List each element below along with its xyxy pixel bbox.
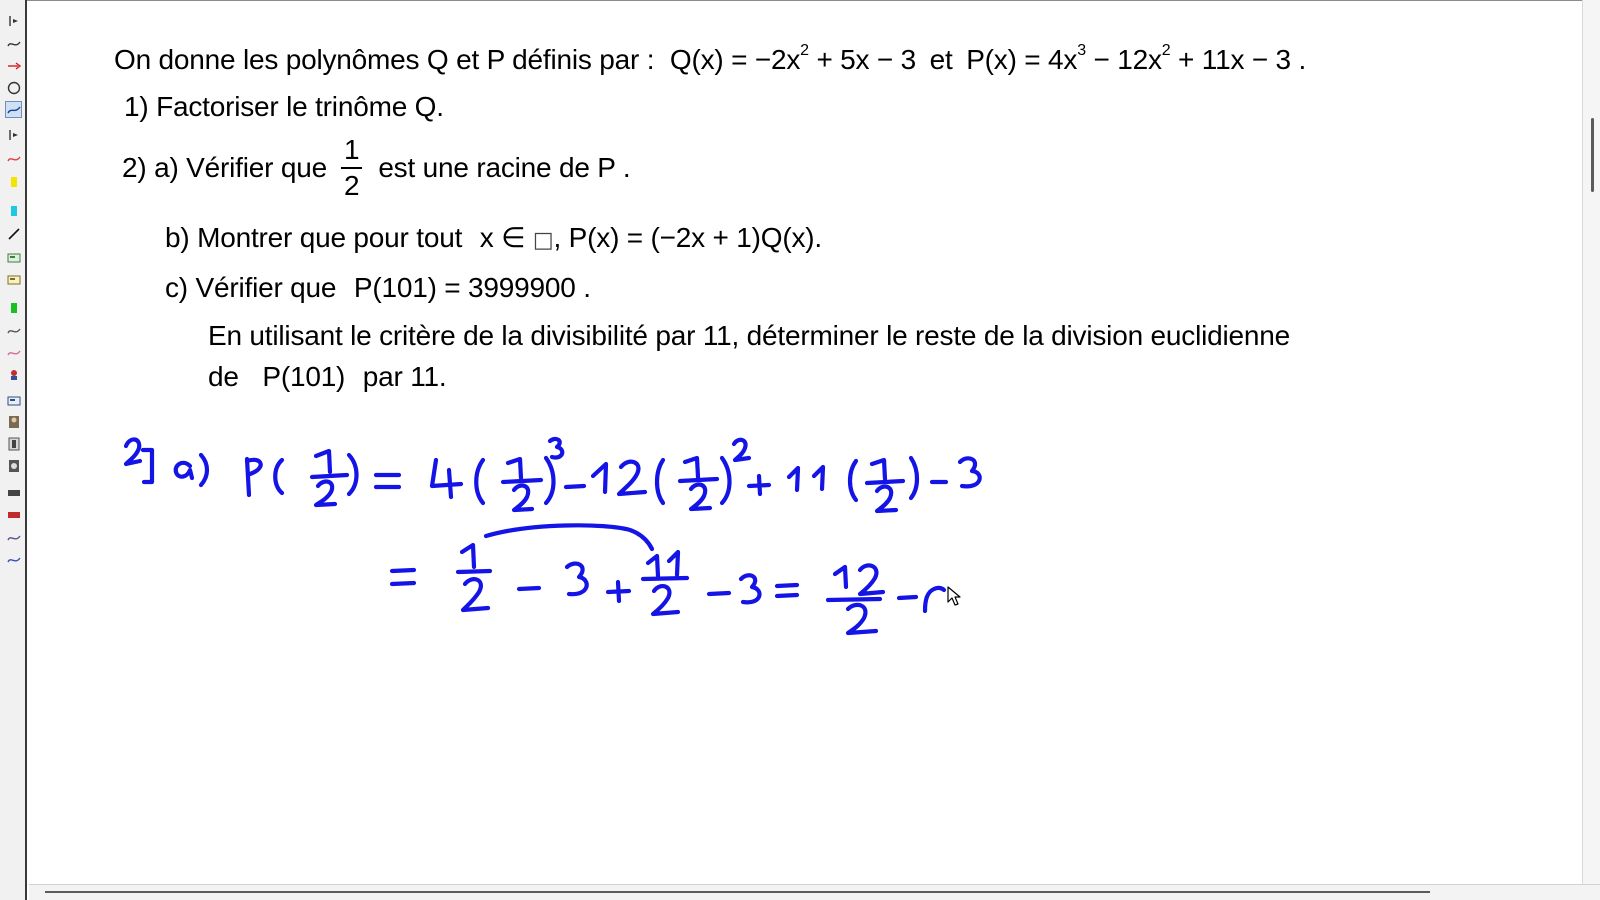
- question-2c-line-3: de P(101) par 11.: [208, 361, 447, 392]
- connector-text: et: [929, 44, 953, 75]
- mouse-cursor-icon: [947, 586, 963, 608]
- ink-grouping-arc: [486, 525, 652, 549]
- q2b-start-text: b) Montrer que pour tout: [165, 222, 463, 253]
- missing-symbol-box: □: [532, 228, 554, 253]
- q-definition: $Q(x) = -2x^2 + 5x - 3$: [669, 42, 917, 75]
- ink-second-line: [392, 545, 944, 633]
- ink-label-2a: [126, 439, 207, 485]
- q2b-variable: x ∈: [479, 222, 526, 253]
- horizontal-scroll-thumb[interactable]: [45, 891, 1430, 893]
- q2c-equation: P(101) = 3999900 .: [353, 272, 591, 303]
- question-1: 1) Factoriser le trinôme Q.: [124, 91, 444, 122]
- q2c-start-text: c) Vérifier que: [165, 272, 337, 303]
- ink-term-4-half-cubed: [432, 439, 562, 510]
- ink-term-11-half: [749, 458, 980, 511]
- q2a-end-text: est une racine de P .: [378, 152, 631, 183]
- ink-term-12-half-squared: [566, 440, 749, 509]
- q2b-equation: , P(x) =: [553, 222, 651, 253]
- one-half-fraction: $\frac{1}{2}$: [341, 136, 362, 200]
- intro-text: On donne les polynômes Q et P définis par :: [114, 44, 655, 75]
- q2a-start-text: 2) a) Vérifier que: [122, 152, 327, 183]
- p-definition: $P(x) = 4x^3 - 12x^2 + 11x - 3$ .: [966, 42, 1307, 75]
- vertical-scrollbar[interactable]: [1582, 0, 1600, 884]
- ink-p-of-half: [247, 451, 399, 505]
- vertical-scroll-thumb[interactable]: [1591, 118, 1594, 192]
- q2b-factor: (−2x + 1)Q(x).: [650, 222, 822, 253]
- horizontal-scrollbar[interactable]: [29, 884, 1600, 900]
- question-2c-line-2: En utilisant le critère de la divisibilité par 11, déterminer le reste de la division euclidienne: [208, 320, 1290, 351]
